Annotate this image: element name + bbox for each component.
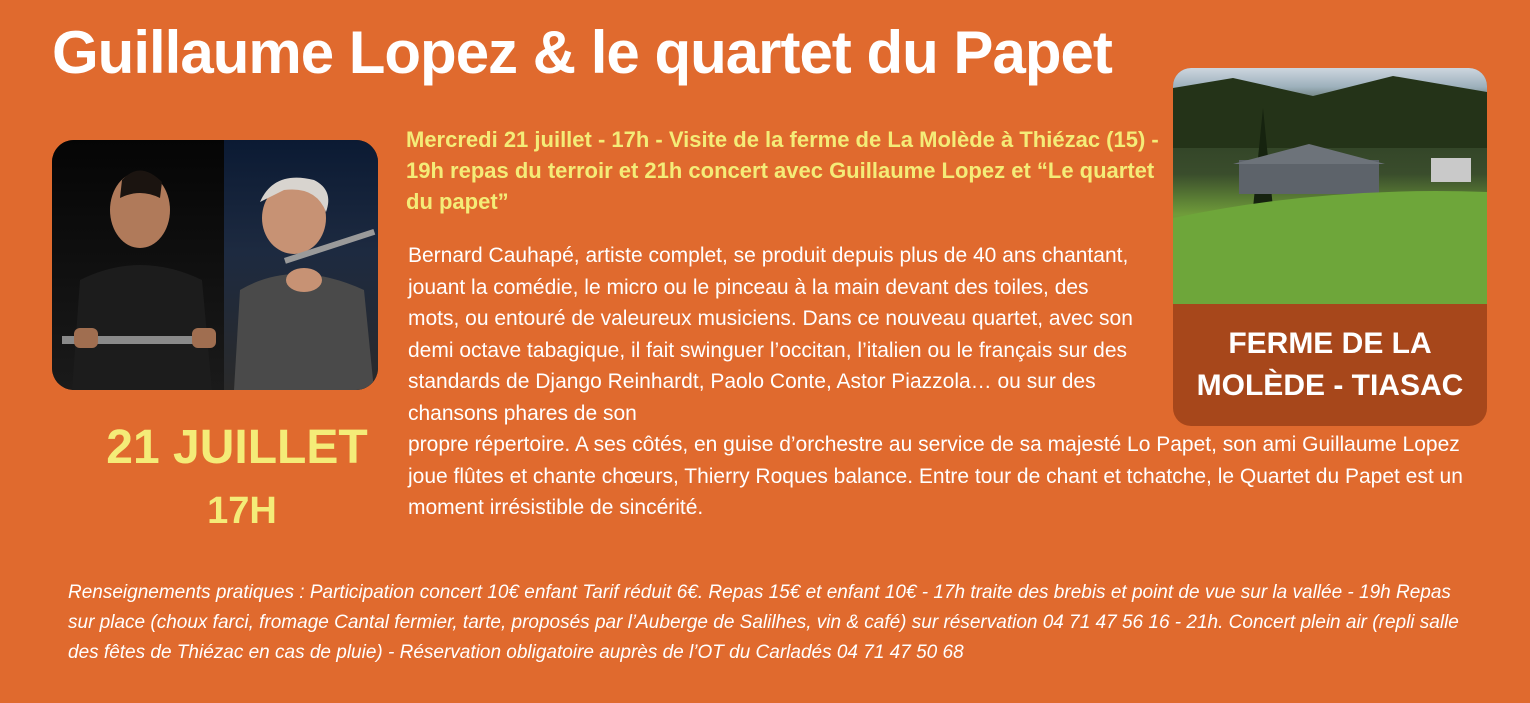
venue-label bbox=[1173, 304, 1487, 426]
event-date: 21 JUILLET bbox=[106, 421, 368, 474]
event-time: 17H bbox=[207, 490, 277, 532]
landscape-icon bbox=[1173, 68, 1487, 304]
musician-photo-bernard-cauhape bbox=[224, 140, 378, 390]
venue-card bbox=[1173, 68, 1487, 426]
musician-silhouette-icon bbox=[224, 140, 378, 390]
farm-landscape-photo bbox=[1173, 68, 1487, 304]
venue-label-line-2: MOLÈDE - TIASAC bbox=[1196, 369, 1464, 402]
description-paragraph-2: propre répertoire. A ses côtés, en guise d’orchestre au service de sa majesté Lo Papet, son ami Guillaume Lopez joue flûtes et chante chœurs, Thierry Roques balance. Entre tour de chant et tchatche, le Quartet du Papet est un moment irrésistible de sincérité. bbox=[408, 433, 1463, 519]
description-paragraph-1: Bernard Cauhapé, artiste complet, se produit depuis plus de 40 ans chantant, jouant la comédie, le micro ou le pinceau à la main devant des toiles, des mots, ou entouré de valeureux musiciens. Dans ce nouveau quartet, avec son demi octave tabagique, il fait swinguer l’occitan, l’italien ou le français sur des standards de Django Reinhardt, Paolo Conte, Astor Piazzola… ou sur des chansons phares de son bbox=[408, 244, 1133, 425]
venue-label-line-1: FERME DE LA bbox=[1228, 327, 1432, 360]
musician-silhouette-icon bbox=[52, 140, 224, 390]
practical-info: Renseignements pratiques : Participation concert 10€ enfant Tarif réduit 6€. Repas 15€ et enfant 10€ - 17h traite des brebis et point de vue sur la vallée - 19h Repas sur place (choux farci, fromage Cantal fermier, tarte, proposés par l’Auberge de Salilhes, vin & café) sur réservation 04 71 47 56 16 - 21h. Concert plein air (repli salle des fêtes de Thiézac en cas de pluie) - Réservation obligatoire auprès de l’OT du Carladés 04 71 47 50 68 bbox=[68, 582, 1459, 663]
event-title: Guillaume Lopez & le quartet du Papet bbox=[52, 19, 1112, 86]
musicians-photo bbox=[52, 140, 378, 390]
event-highlight: Mercredi 21 juillet - 17h - Visite de la ferme de La Molède à Thiézac (15) - 19h repas du terroir et 21h concert avec Guillaume Lopez et “Le quartet du papet” bbox=[406, 127, 1159, 214]
musician-photo-guillaume-lopez bbox=[52, 140, 224, 390]
